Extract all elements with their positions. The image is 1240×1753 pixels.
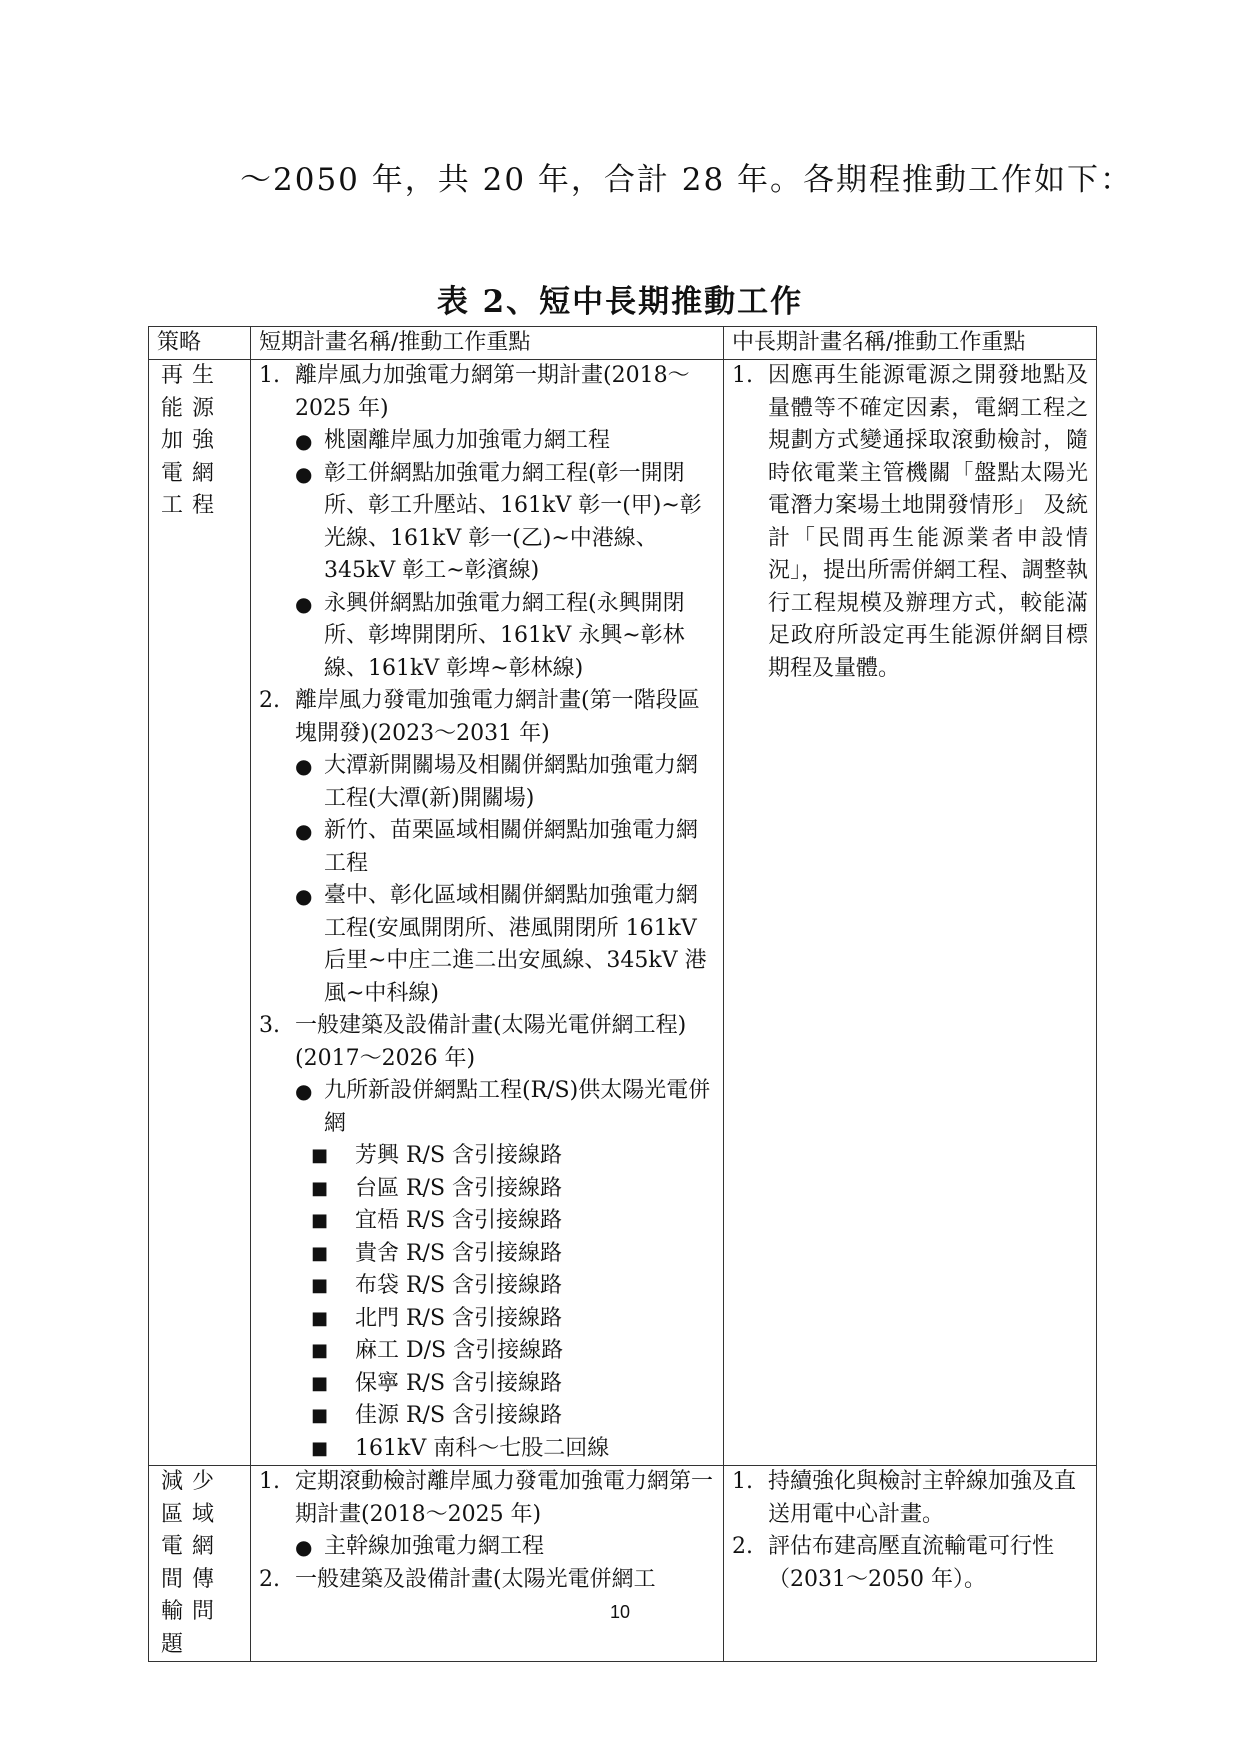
table-row xyxy=(149,1466,1097,1662)
item-text: 離岸風力加強電力網第一期計畫(2018～2025 年) xyxy=(295,363,690,421)
header-long-term: 中長期計畫名稱/推動工作重點 xyxy=(724,327,1097,360)
list-item xyxy=(732,1531,1088,1596)
bullet-circle-icon: ● xyxy=(295,461,313,486)
sub-bullet-item: ■ 宜梧 R/S 含引接線路 xyxy=(259,1205,715,1238)
item-text: 一般建築及設備計畫(太陽光電併網工 xyxy=(295,1566,656,1592)
item-number: 1. xyxy=(259,1469,280,1494)
bullet-square-icon: ■ xyxy=(311,1275,329,1296)
item-number: 3. xyxy=(259,1013,280,1038)
bullet-square-icon: ■ xyxy=(311,1242,329,1264)
bullet-square-icon: ■ xyxy=(311,1307,329,1329)
bullet-item: ● 桃園離岸風力加強電力網工程 xyxy=(259,425,715,458)
long-term-cell xyxy=(724,360,1097,1466)
item-text: 評估布建高壓直流輸電可行性（2031～2050 年）。 xyxy=(768,1534,1055,1592)
page-number: 10 xyxy=(609,1602,631,1622)
bullet-item: ● 永興併網點加強電力網工程(永興開閉所、彰埤開閉所、161kV 永興~彰林線、161kV 彰埤~彰林線) xyxy=(259,588,715,686)
list-item xyxy=(259,1564,715,1597)
item-text: 離岸風力發電加強電力網計畫(第一階段區塊開發)(2023～2031 年) xyxy=(295,688,700,746)
sub-bullet-item: ■ 保寧 R/S 含引接線路 xyxy=(259,1368,715,1401)
bullet-square-icon: ■ xyxy=(311,1405,329,1426)
bullet-square-icon: ■ xyxy=(311,1210,329,1231)
bullet-circle-icon: ● xyxy=(295,754,313,778)
bullet-square-icon: ■ xyxy=(311,1372,329,1394)
short-term-cell xyxy=(251,360,724,1466)
bullet-circle-icon: ● xyxy=(295,884,313,908)
bullet-circle-icon: ● xyxy=(295,819,313,843)
sub-bullet-item: ■ 芳興 R/S 含引接線路 xyxy=(259,1140,715,1173)
bullet-item: ● 主幹線加強電力網工程 xyxy=(259,1531,715,1564)
bullet-circle-icon: ● xyxy=(295,591,313,616)
item-number: 2. xyxy=(259,1566,280,1592)
item-text: 定期滾動檢討離岸風力發電加強電力網第一期計畫(2018～2025 年) xyxy=(295,1469,714,1527)
bullet-circle-icon: ● xyxy=(295,1535,313,1559)
list-item xyxy=(732,360,1088,685)
table-row xyxy=(149,360,1097,1466)
sub-bullet-item: ■ 北門 R/S 含引接線路 xyxy=(259,1303,715,1336)
bullet-square-icon: ■ xyxy=(311,1437,329,1459)
item-number: 2. xyxy=(732,1534,753,1559)
bullet-item: ● 新竹、苗栗區域相關併網點加強電力網工程 xyxy=(259,815,715,880)
item-text: 因應再生能源電源之開發地點及量體等不確定因素，電網工程之規劃方式變通採取滾動檢討，隨時依電業主管機關「盤點太陽光電潛力案場土地開發情形」 及統計「民間再生能源業者申設情況」，提出所需併網工程、調整執行工程規模及辦理方式，較能滿足政府所設定再生能源併網目標期程及量體。 xyxy=(768,363,1088,681)
bullet-circle-icon: ● xyxy=(295,429,313,453)
bullet-item: ● 大潭新開關場及相關併網點加強電力網工程(大潭(新)開關場) xyxy=(259,750,715,815)
bullet-circle-icon: ● xyxy=(295,1079,313,1103)
list-item xyxy=(259,360,715,425)
list-item xyxy=(732,1466,1088,1531)
table-header-row xyxy=(149,327,1097,360)
sub-bullet-item: ■ 161kV 南科～七股二回線 xyxy=(259,1433,715,1466)
list-item xyxy=(259,1010,715,1075)
bullet-item: ● 彰工併網點加強電力網工程(彰一開閉所、彰工升壓站、161kV 彰一(甲)~彰光線、161kV 彰一(乙)~中港線、345kV 彰工~彰濱線) xyxy=(259,458,715,588)
bullet-item: ● 九所新設併網點工程(R/S)供太陽光電併網 xyxy=(259,1075,715,1140)
sub-bullet-item: ■ 台區 R/S 含引接線路 xyxy=(259,1173,715,1206)
bullet-item: ● 臺中、彰化區域相關併網點加強電力網工程(安風開閉所、港風開閉所 161kV 后里~中庄二進二出安風線、345kV 港風~中科線) xyxy=(259,880,715,1010)
long-term-cell xyxy=(724,1466,1097,1662)
bullet-square-icon: ■ xyxy=(311,1145,329,1166)
work-plan-table xyxy=(148,326,1097,1662)
item-number: 1. xyxy=(259,363,280,388)
header-strategy: 策略 xyxy=(149,327,251,360)
bullet-square-icon: ■ xyxy=(311,1177,329,1199)
sub-bullet-item: ■ 佳源 R/S 含引接線路 xyxy=(259,1400,715,1433)
bullet-square-icon: ■ xyxy=(311,1340,329,1361)
short-term-cell xyxy=(251,1466,724,1662)
intro-line: ～2050 年，共 20 年，合計 28 年。各期程推動工作如下： xyxy=(240,162,1134,198)
item-number: 1. xyxy=(732,1469,753,1494)
list-item xyxy=(259,685,715,750)
item-number: 2. xyxy=(259,688,280,713)
header-short-term: 短期計畫名稱/推動工作重點 xyxy=(251,327,724,360)
item-number: 1. xyxy=(732,363,753,388)
sub-bullet-item: ■ 布袋 R/S 含引接線路 xyxy=(259,1270,715,1303)
sub-bullet-item: ■ 貴舍 R/S 含引接線路 xyxy=(259,1238,715,1271)
strategy-cell: 減少區域電網間傳輸問題 xyxy=(149,1466,251,1662)
table-title: 表 2、短中長期推動工作 xyxy=(436,284,804,320)
list-item xyxy=(259,1466,715,1531)
strategy-cell: 再生能源加強電網工程 xyxy=(149,360,251,1466)
item-text: 持續強化與檢討主幹線加強及直送用電中心計畫。 xyxy=(768,1469,1077,1527)
sub-bullet-item: ■ 麻工 D/S 含引接線路 xyxy=(259,1335,715,1368)
item-text: 一般建築及設備計畫(太陽光電併網工程)(2017～2026 年) xyxy=(295,1013,687,1071)
